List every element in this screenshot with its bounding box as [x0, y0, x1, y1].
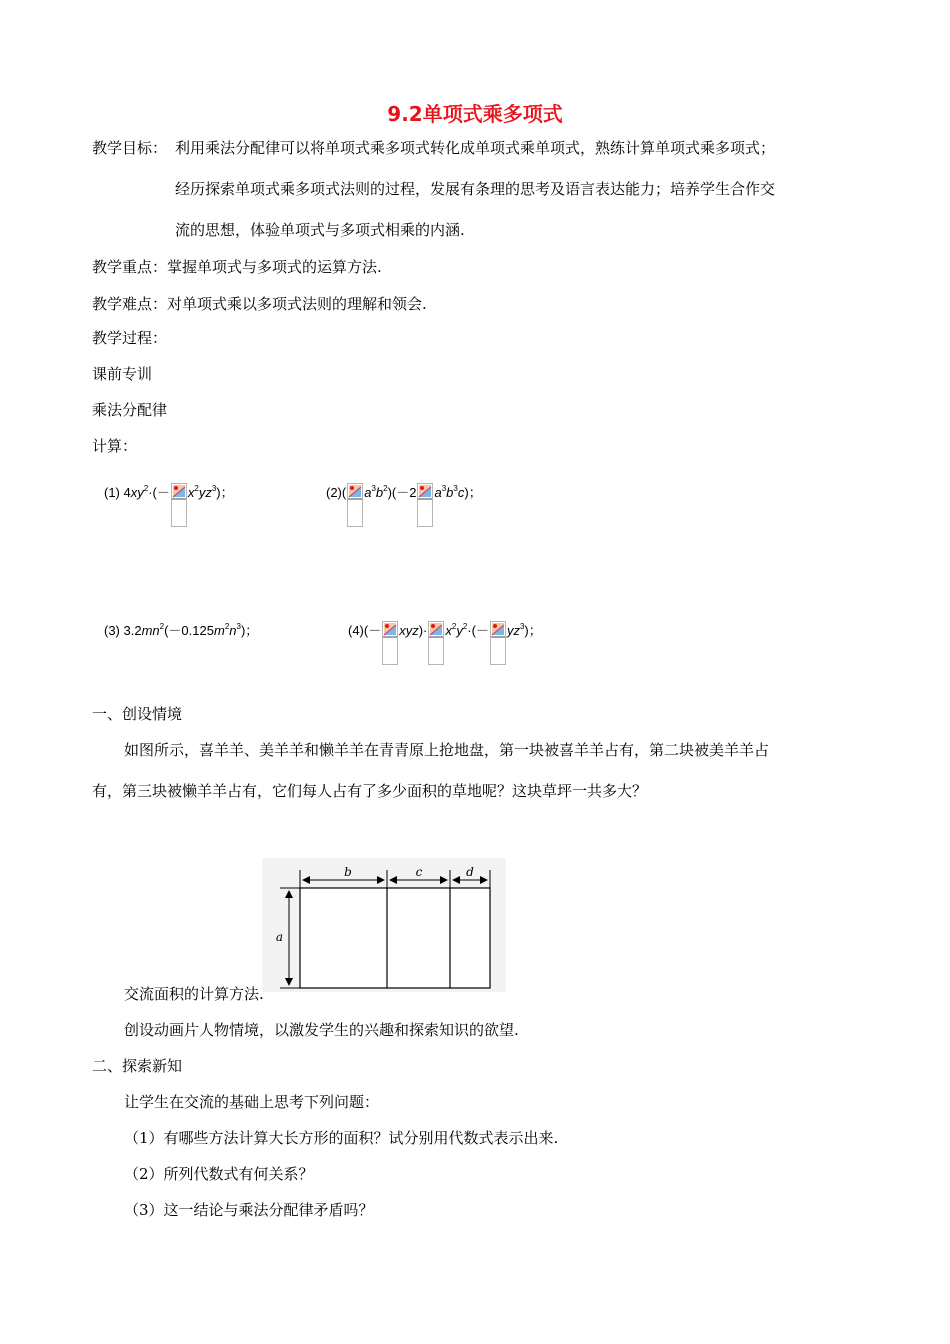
pre-class-label: 课前专训: [92, 365, 153, 383]
difficulty: 教学难点：对单项式乘以多项式法则的理解和领会.: [92, 295, 427, 313]
fraction-image-icon: [347, 483, 363, 527]
objectives-line-3: 流的思想，体验单项式与多项式相乘的内涵.: [175, 221, 465, 239]
calc-label: 计算：: [92, 437, 138, 455]
objectives-label: 教学目标：: [92, 139, 168, 157]
distributive-law-label: 乘法分配律: [92, 401, 168, 419]
outer-rectangle: [300, 888, 490, 988]
objectives-line-1: 利用乘法分配律可以将单项式乘多项式转化成单项式乘单项式，熟练计算单项式乘多项式；: [175, 139, 776, 157]
section-2-intro: 让学生在交流的基础上思考下列问题：: [124, 1093, 380, 1111]
section-1-heading: 一、创设情境: [92, 705, 183, 723]
key-point: 教学重点：掌握单项式与多项式的运算方法.: [92, 258, 382, 276]
document-title: 9.2单项式乘多项式: [387, 102, 563, 126]
label-c: c: [415, 865, 423, 879]
fraction-image-icon: [171, 483, 187, 527]
lawn-rectangle-figure: [262, 858, 506, 992]
problem-4: (4)(－ xyz)· $x^2y^2\cdot(-$ $yz^3$)；: [348, 620, 542, 665]
section-1-para-line-1: 如图所示，喜羊羊、美羊羊和懒羊羊在青青原上抢地盘，第一块被喜羊羊占有，第二块被美羊羊占: [124, 741, 770, 759]
label-a: a: [275, 930, 283, 944]
exchange-method-text: 交流面积的计算方法.: [124, 985, 264, 1003]
create-scenario-text: 创设动画片人物情境，以激发学生的兴趣和探索知识的欲望.: [124, 1021, 519, 1039]
fraction-image-icon: [428, 621, 444, 665]
teaching-process-label: 教学过程：: [92, 329, 168, 347]
section-1-para-line-2: 有，第三块被懒羊羊占有，它们每人占有了多少面积的草地呢？这块草坪一共多大？: [92, 782, 648, 800]
fraction-image-icon: [382, 621, 398, 665]
rectangle-diagram: [262, 858, 506, 992]
label-b: b: [344, 865, 352, 879]
problem-3: (3) $3.2mn^2(-0.125m^2n^3)$；: [104, 622, 259, 638]
fraction-image-icon: [490, 621, 506, 665]
problem-2: (2)( $a^3b^2)(-2$ $a^3b^3c$)；: [326, 482, 482, 527]
label-d: d: [466, 865, 474, 879]
section-2-heading: 二、探索新知: [92, 1057, 183, 1075]
problem-1: (1) $4xy^2\cdot(-$ $x^2yz^3$)；: [104, 482, 234, 527]
objectives-line-2: 经历探索单项式乘多项式法则的过程，发展有条理的思考及语言表达能力；培养学生合作交: [175, 180, 776, 198]
fraction-image-icon: [417, 483, 433, 527]
question-2: （2）所列代数式有何关系？: [124, 1165, 314, 1183]
question-1: （1）有哪些方法计算大长方形的面积？试分别用代数式表示出来.: [124, 1129, 559, 1147]
question-3: （3）这一结论与乘法分配律矛盾吗？: [124, 1201, 374, 1219]
